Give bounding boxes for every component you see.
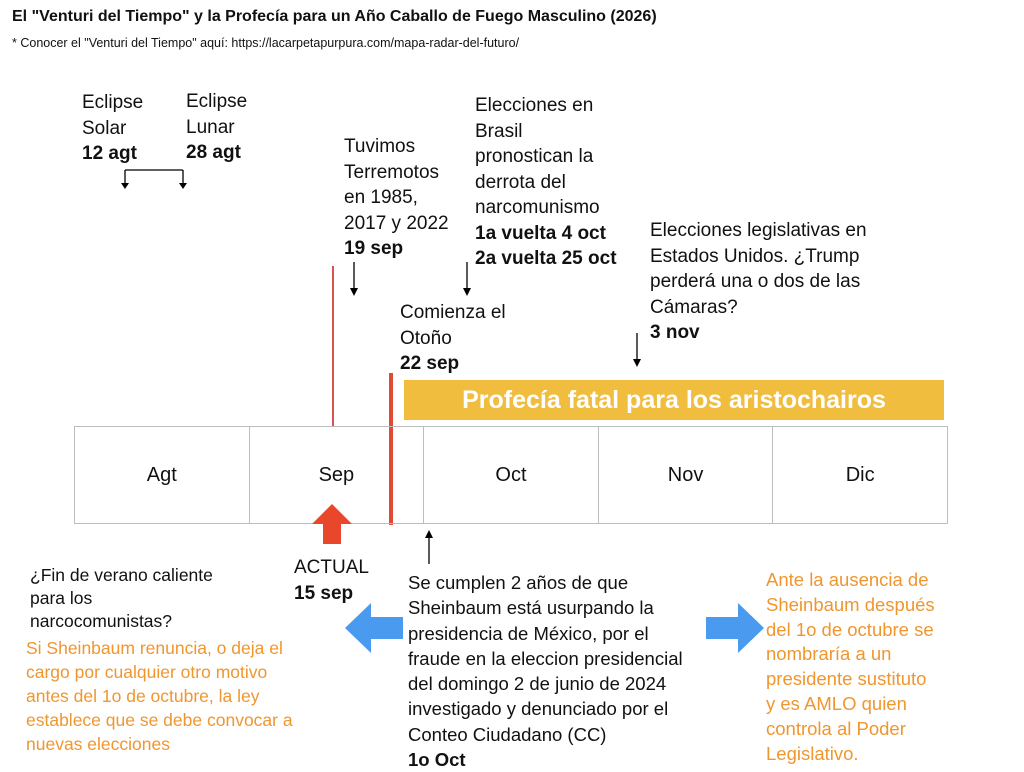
red-marker-line (332, 266, 334, 426)
actual-label: ACTUAL 15 sep (294, 555, 369, 606)
eclipse-lunar-label: Eclipse Lunar 28 agt (186, 89, 247, 166)
terremotos-label: Tuvimos Terremotos en 1985, 2017 y 2022 19 sep (344, 134, 449, 262)
usurpation-date: 1o Oct (408, 749, 466, 771)
summer-question: ¿Fin de verano caliente para los narcocomunistas? (30, 565, 213, 631)
arrow-down-icon (631, 333, 643, 369)
actual-date: 15 sep (294, 582, 354, 604)
month-dic: Dic (845, 463, 875, 486)
usa-elections-date: 3 nov (650, 322, 700, 343)
eclipse-solar-date: 12 agt (82, 143, 137, 164)
resignation-note: Si Sheinbaum renuncia, o deja el cargo por cualquier otro motivo antes del 1o de octubre, la ley establece que se debe convocar a nuevas elecciones (26, 638, 293, 754)
month-nov: Nov (599, 427, 774, 523)
brasil-label: Elecciones en Brasil pronostican la derrota del narcomunismo 1a vuelta 4 oct 2a vuelta 25 oct (475, 93, 617, 272)
otono-label: Comienza el Otoño 22 sep (400, 300, 506, 377)
actual-arrow-up-icon (310, 502, 354, 546)
arrow-up-icon (423, 530, 435, 566)
terremotos-date: 19 sep (344, 238, 404, 259)
timeline (74, 426, 948, 524)
arrow-down-icon (461, 262, 473, 298)
page-title: El "Venturi del Tiempo" y la Profecía para un Año Caballo de Fuego Masculino (2026) (12, 8, 657, 25)
brasil-date-1: 1a vuelta 4 oct (475, 222, 606, 244)
blue-left-arrow-icon (343, 601, 405, 655)
usurpation-note: Se cumplen 2 años de que Sheinbaum está usurpando la presidencia de México, por el fraude en la eleccion presidencial del domingo 2 de junio de 2024 investigado y denunciado por el Conteo Ciudadano (CC) 1o Oct (408, 570, 683, 772)
blue-right-arrow-icon (704, 601, 766, 655)
brasil-date-2: 2a vuelta 25 oct (475, 248, 617, 269)
month-agt: Agt (75, 427, 250, 523)
otono-date: 22 sep (400, 353, 460, 374)
eclipse-bracket-arrows (115, 165, 195, 191)
usa-elections-label: Elecciones legislativas en Estados Unidos. ¿Trump perderá una o dos de las Cámaras? 3 nov (650, 218, 867, 346)
substitute-president-note: Ante la ausencia de Sheinbaum después del 1o de octubre se nombraría a un presidente sustituto y es AMLO quien controla al Poder Legislativo. (766, 569, 935, 764)
eclipse-lunar-date: 28 agt (186, 142, 241, 163)
month-sep: Sep (250, 427, 425, 523)
eclipse-solar-label: Eclipse Solar 12 agt (82, 90, 143, 167)
prophecy-banner: Profecía fatal para los aristochairos (404, 380, 944, 420)
month-oct: Oct (424, 427, 599, 523)
arrow-down-icon (348, 262, 360, 298)
page-subtitle: * Conocer el "Venturi del Tiempo" aquí: https://lacarpetapurpura.com/mapa-radar-del-futuro/ (12, 36, 520, 50)
